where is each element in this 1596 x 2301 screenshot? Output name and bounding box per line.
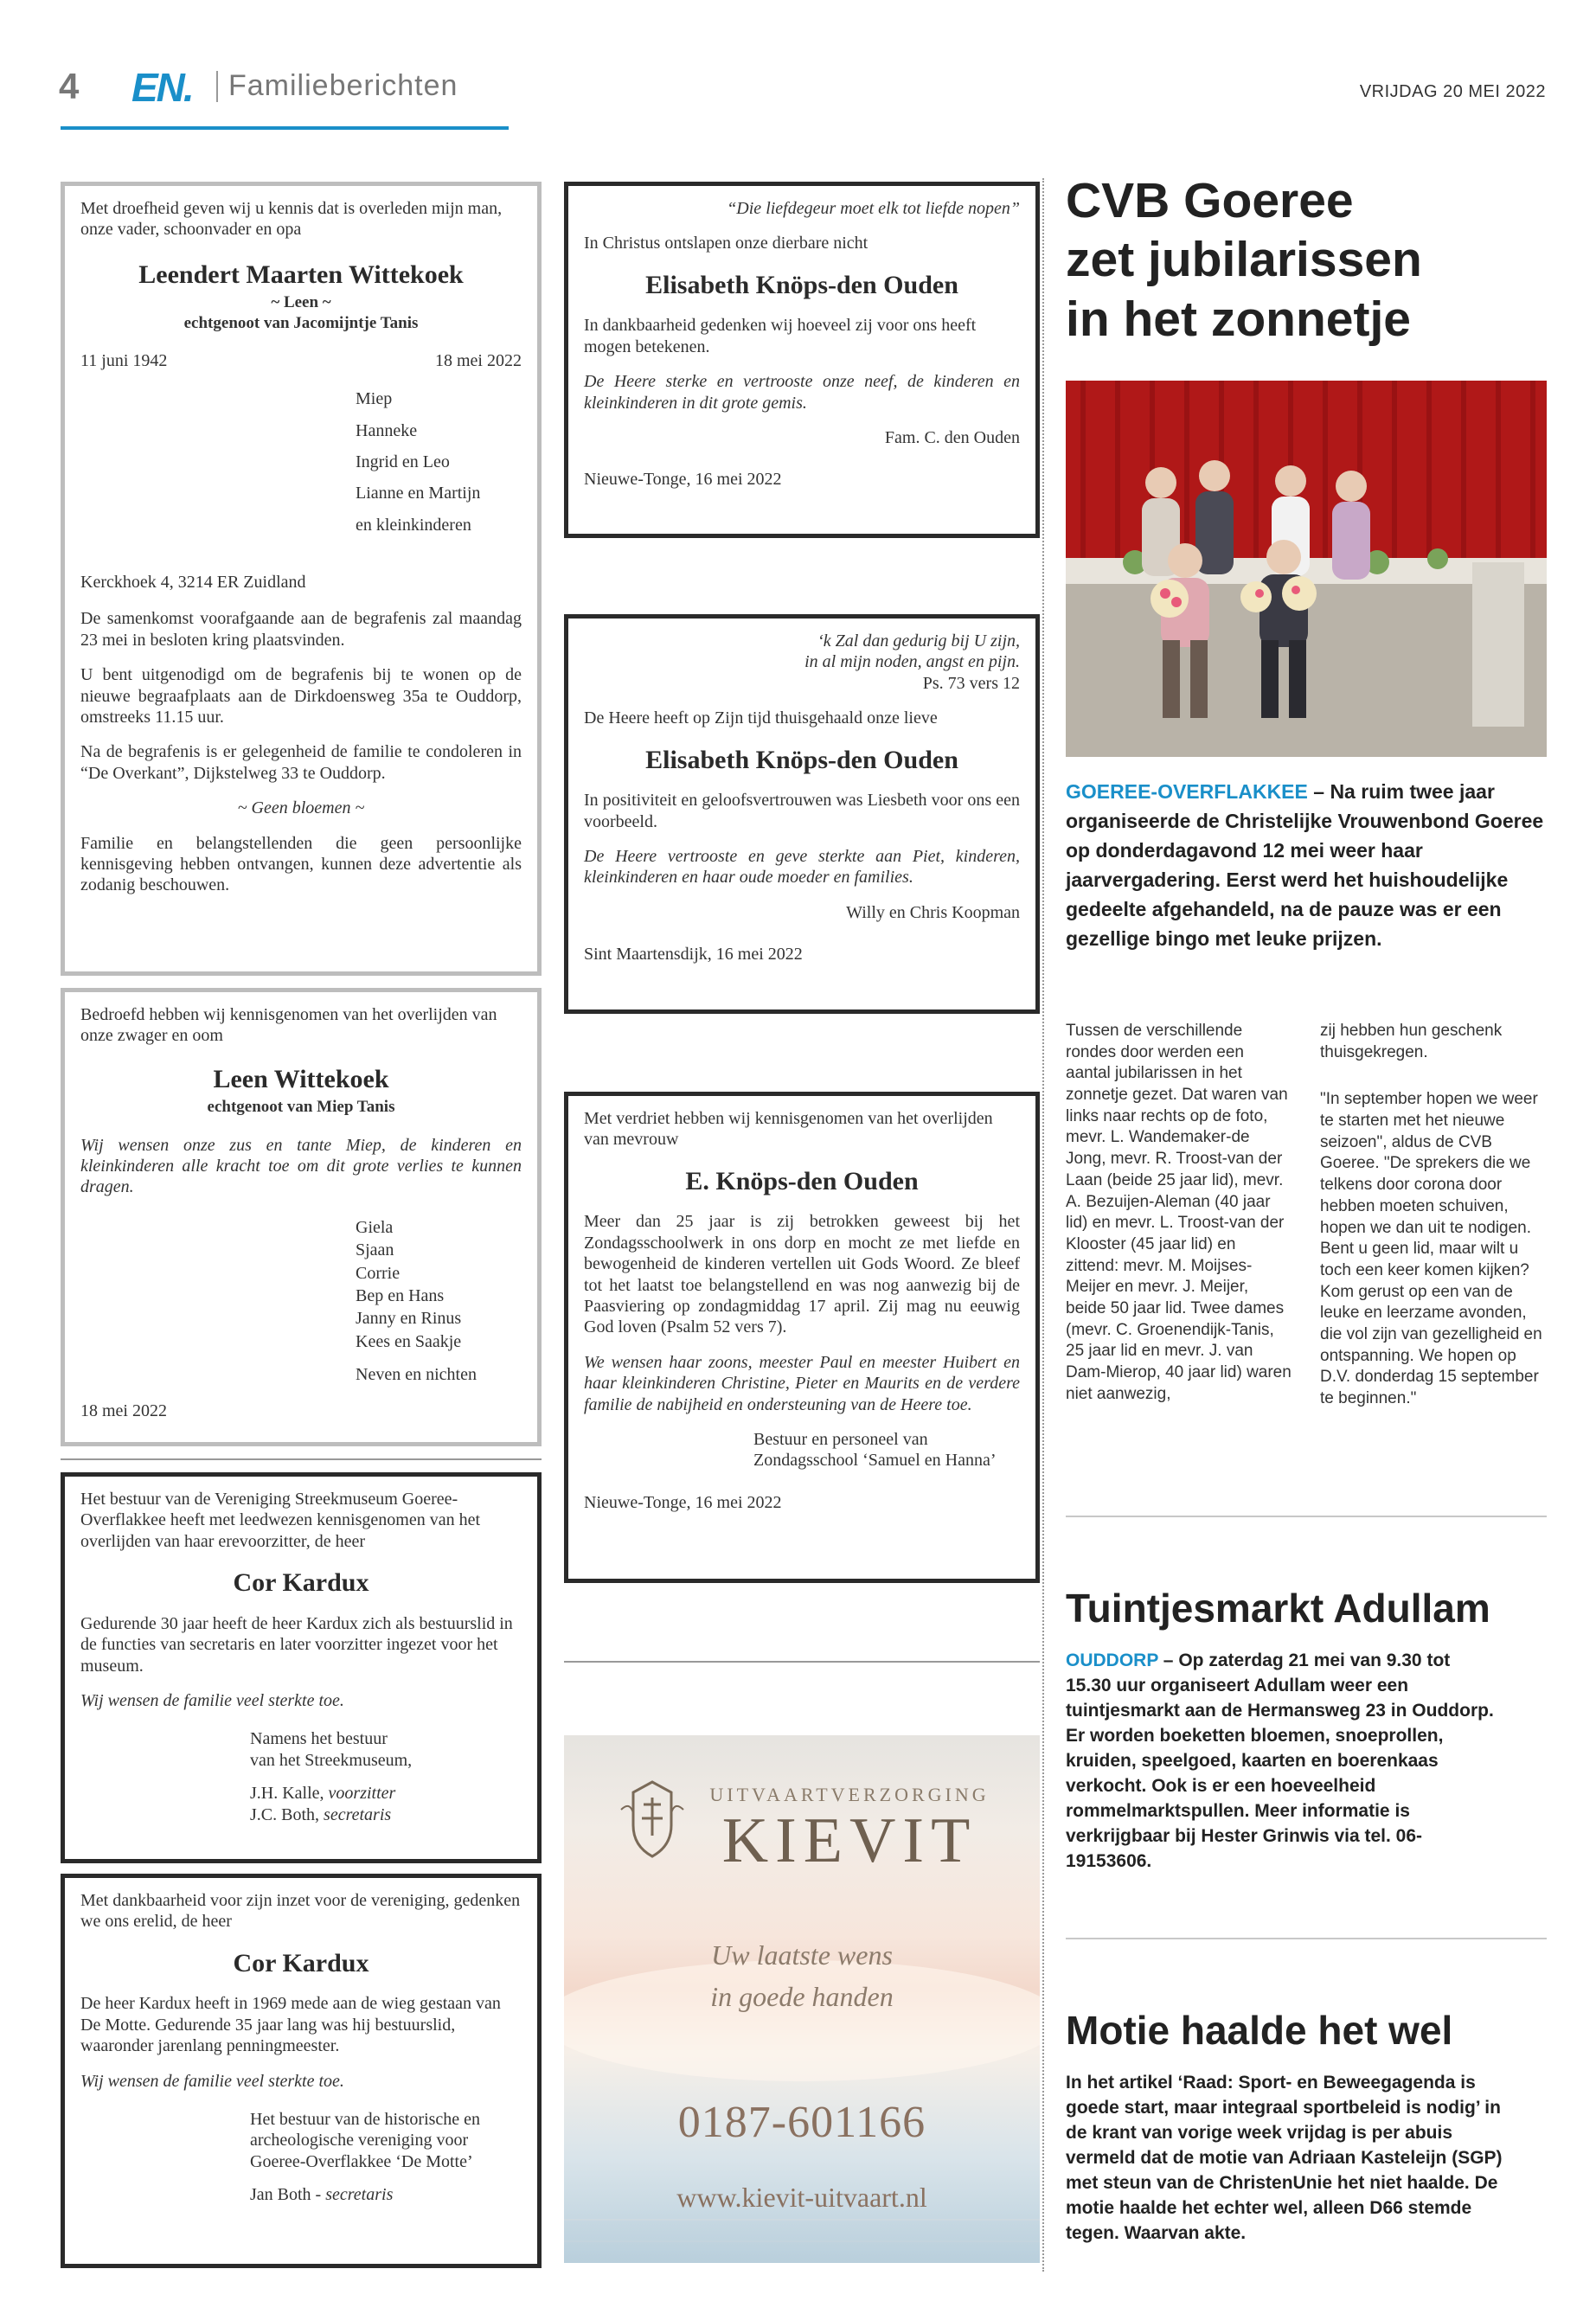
sig-line xyxy=(250,1783,522,1804)
headline-line: in het zonnetje xyxy=(1066,291,1411,347)
wish: Wij wensen onze zus en tante Miep, de kinderen en kleinkinderen alle kracht toe om dit grote verlies te kunnen dragen. xyxy=(80,1135,522,1197)
family-member: Ingrid en Leo xyxy=(356,452,450,471)
photo-illustration xyxy=(1066,381,1547,757)
sig-line: Namens het bestuur xyxy=(250,1729,388,1749)
family-member: Bep en Hans xyxy=(356,1285,445,1305)
article-body: In het artikel ‘Raad: Sport- en Beweegagenda is goede start, maar integraal sportbeleid is nodig’ in de krant van vorige week vrijdag is per abuis vermeld dat de motie van Adriaan Kasteleijn (SGP) met steun van de ChristenUnie het niet haalde. De motie haalde het echter wel, alleen D66 stemde tegen. Waarvan akte. xyxy=(1066,2073,1503,2243)
body: Meer dan 25 jaar is zij betrokken geweest bij het Zondagsschoolwerk in ons dorp en mocht ze met liefde en bewogenheid de kinderen vertellen uit Gods Woord. Ze bleef tot het laatst toe belangstellend en was nog aanwezig bij de Paasviering op zondagmiddag 17 april. Zij mag nu eeuwig God loven (Psalm 52 vers 7). xyxy=(584,1212,1020,1337)
sig-name: J.H. Kalle, xyxy=(250,1784,324,1804)
logo: EN. xyxy=(131,65,193,110)
notice-intro: In Christus ontslapen onze dierbare nicht xyxy=(584,234,869,253)
issue-date: VRIJDAG 20 MEI 2022 xyxy=(1359,82,1546,101)
family-member: Hanneke xyxy=(356,420,418,440)
family-member: Janny en Rinus xyxy=(356,1309,462,1329)
article-kicker: GOEREE-OVERFLAKKEE xyxy=(1066,780,1308,803)
no-flowers: ~ Geen bloemen ~ xyxy=(237,798,365,818)
notice-knops-neef xyxy=(564,182,1040,538)
quote xyxy=(584,631,1020,694)
headline-line: zet jubilarissen xyxy=(1066,232,1422,288)
sig-line: Zondagsschool ‘Samuel en Hanna’ xyxy=(753,1451,997,1471)
signature xyxy=(80,1728,522,1825)
article-body-col1: Tussen de verschillende rondes door werden een aantal jubilarissen in het zonnetje gezet. Dat waren van links naar rechts op de foto, mevr. L. Wandemaker-de Jong, mevr. R. Troost-van der Laan (beide 25 jaar lid), mevr. A. Bezuijen-Aleman (40 jaar lid) en mevr. L. Troost-van der Klooster (45 jaar lid) en zittend: mevr. M. Moijses-Meijer en mevr. J. Meijer, beide 50 jaar lid. Twee dames (mevr. C. Groenendijk-Tanis, 25 jaar lid en mevr. J. van Dam-Mierop, 40 jaar lid) waren niet aanwezig, xyxy=(1066,1022,1292,1403)
spouse: echtgenoot van Miep Tanis xyxy=(207,1098,395,1117)
notice-intro: Het bestuur van de Vereniging Streekmuseum Goeree-Overflakkee heeft met leedwezen kennisgenomen van het overlijden van haar erevoorzitter, de heer xyxy=(80,1490,481,1551)
quote-line: in al mijn noden, angst en pijn. xyxy=(804,652,1020,672)
deceased-name: Elisabeth Knöps-den Ouden xyxy=(645,270,958,299)
deceased-name: Leen Wittekoek xyxy=(213,1064,389,1093)
family-member: Kees en Saakje xyxy=(356,1331,462,1351)
signature xyxy=(80,2109,522,2206)
nickname: ~ Leen ~ xyxy=(271,293,331,312)
sig-name: J.C. Both, xyxy=(250,1804,320,1824)
wish: Wij wensen de familie veel sterkte toe. xyxy=(80,2071,344,2091)
divider xyxy=(1066,1938,1547,1939)
ad-company-name: KIEVIT xyxy=(721,1805,977,1876)
body-paragraph: "In september hopen we weer te starten met het nieuwe seizoen", aldus de CVB Goeree. "De sprekers die we telkens door corona door hebben moeten schuiven, hopen we dan uit te nodigen. Bent u geen lid, maar wilt u toch een keer komen kijken? Kom gerust op een van de leuke en leerzame avonden, die vol zijn van gezelligheid en ontspanning. We hopen op D.V. donderdag 15 september te beginnen." xyxy=(1320,1090,1542,1407)
paragraph: De samenkomst voorafgaande aan de begrafenis zal maandag 23 mei in besloten kring plaatsvinden. xyxy=(80,609,522,650)
address: Kerckhoek 4, 3214 ER Zuidland xyxy=(80,573,306,593)
page-number: 4 xyxy=(59,66,80,106)
notice-intro: Met verdriet hebben wij kennisgenomen van het overlijden van mevrouw xyxy=(584,1109,993,1150)
body: De heer Kardux heeft in 1969 mede aan de wieg gestaan van De Motte. Gedurende 35 jaar lang was hij bestuurslid, waaronder jarenlang penningmeester. xyxy=(80,1994,501,2056)
article-kicker: OUDDORP xyxy=(1066,1650,1158,1670)
body: Gedurende 30 jaar heeft de heer Kardux zich als bestuurslid in de functies van secretaris en later voorzitter ingezet voor het museum. xyxy=(80,1613,513,1676)
ad-company-top: UITVAARTVERZORGING xyxy=(709,1784,990,1805)
body: In positiviteit en geloofsvertrouwen was Liesbeth voor ons een voorbeeld. xyxy=(584,791,1020,831)
paragraph: U bent uitgenodigd om de begrafenis bij te wonen op de nieuwe begraafplaats aan de Dirkdoensweg 35a te Ouddorp, omstreeks 11.15 uur. xyxy=(80,665,522,727)
place-date: Nieuwe-Tonge, 16 mei 2022 xyxy=(584,470,782,490)
header-divider xyxy=(216,71,218,102)
nephews xyxy=(80,1364,522,1385)
sig-line: Het bestuur van de historische en xyxy=(250,2109,481,2129)
sig-line: van het Streekmuseum, xyxy=(250,1750,413,1770)
family-list xyxy=(80,1217,522,1352)
article-body-col2 xyxy=(1320,1021,1547,1410)
ad-url[interactable]: www.kievit-uitvaart.nl xyxy=(676,2182,927,2213)
signature: Willy en Chris Koopman xyxy=(846,902,1020,922)
article-headline: Motie haalde het wel xyxy=(1066,2008,1453,2053)
ad-slogan: Uw laatste wens xyxy=(711,1939,893,1971)
article-headline: Tuintjesmarkt Adullam xyxy=(1066,1586,1490,1631)
wish: We wensen haar zoons, meester Paul en meester Huibert en haar kleinkinderen Christine, Pieter en Maurits en de verdere familie de nabijheid en ondersteuning van de Heere toe. xyxy=(584,1352,1020,1414)
ad-slogan: in goede handen xyxy=(710,1981,894,2012)
sig-name: Jan Both - xyxy=(250,2185,322,2205)
nephews-label: Neven en nichten xyxy=(356,1365,477,1385)
quote: “Die liefdegeur moet elk tot liefde nopen” xyxy=(727,199,1020,218)
deceased-name: E. Knöps-den Ouden xyxy=(685,1166,919,1195)
death-date: 18 mei 2022 xyxy=(435,350,522,370)
deceased-name: Elisabeth Knöps-den Ouden xyxy=(645,745,958,774)
divider xyxy=(61,1458,542,1460)
notice-intro: Met dankbaarheid voor zijn inzet voor de vereniging, gedenken we ons erelid, de heer xyxy=(80,1891,521,1932)
notice-kardux-motte xyxy=(61,1874,542,2268)
body-text: – Op zaterdag 21 mei van 9.30 tot 15.30 uur organiseert Adullam weer een tuintjesmarkt aan de Hermansweg 23 in Ouddorp. Er worden boeketten bloemen, snoeprollen, kruiden, speelgoed, kaarten en boerenkaas verkocht. Ook is er een hoeveelheid rommelmarktspullen. Meer informatie is verkrijgbaar bij Hester Grinwis via tel. 06-19153606. xyxy=(1066,1650,1494,1871)
place-date: Sint Maartensdijk, 16 mei 2022 xyxy=(584,945,803,965)
article-lead xyxy=(1066,777,1547,953)
notice-date: 18 mei 2022 xyxy=(80,1401,167,1421)
quote-line: Ps. 73 vers 12 xyxy=(922,673,1020,693)
notice-intro: De Heere heeft op Zijn tijd thuisgehaald onze lieve xyxy=(584,708,938,728)
family-member: en kleinkinderen xyxy=(356,515,471,535)
family-list xyxy=(80,388,522,535)
notice-intro: Bedroefd hebben wij kennisgenomen van het overlijden van onze zwager en oom xyxy=(80,1005,497,1046)
notice-knops-zondagsschool xyxy=(564,1092,1040,1583)
notice-wittekoek-inlaws xyxy=(61,988,542,1446)
paragraph: Na de begrafenis is er gelegenheid de familie te condoleren in “De Overkant”, Dijkstelweg 33 te Ouddorp. xyxy=(80,742,522,783)
family-member: Corrie xyxy=(356,1263,401,1283)
place-date: Nieuwe-Tonge, 16 mei 2022 xyxy=(584,1492,782,1512)
signature: Fam. C. den Ouden xyxy=(884,427,1020,447)
sig-line: archeologische vereniging voor xyxy=(250,2131,469,2150)
notice-wittekoek-family xyxy=(61,182,542,976)
ad-phone[interactable]: 0187-601166 xyxy=(677,2098,926,2147)
sig-role: voorzitter xyxy=(328,1784,396,1804)
sig-role: secretaris xyxy=(325,2185,394,2205)
family-member: Sjaan xyxy=(356,1240,394,1260)
sig-line: Goeree-Overflakkee ‘De Motte’ xyxy=(250,2151,473,2171)
header-rule xyxy=(61,126,509,130)
wish: Wij wensen de familie veel sterkte toe. xyxy=(80,1690,344,1710)
notice-intro: Met droefheid geven wij u kennis dat is overleden mijn man, onze vader, schoonvader en opa xyxy=(80,199,503,240)
notice-kardux-museum xyxy=(61,1472,542,1863)
body: In dankbaarheid gedenken wij hoeveel zij voor ons heeft mogen betekenen. xyxy=(584,316,977,356)
life-dates xyxy=(80,350,522,371)
wish: De Heere sterke en vertrooste onze neef, de kinderen en kleinkinderen in dit grote gemis. xyxy=(584,372,1020,413)
sig-line xyxy=(250,1804,522,1825)
quote-line: ‘k Zal dan gedurig bij U zijn, xyxy=(817,631,1020,651)
birth-date: 11 juni 1942 xyxy=(80,350,168,370)
sig-line xyxy=(250,2184,522,2205)
wish: De Heere vertrooste en geve sterkte aan Piet, kinderen, kleinkinderen en haar oude moeder en families. xyxy=(584,846,1020,888)
signature xyxy=(584,1429,1020,1471)
body-paragraph: zij hebben hun geschenk thuisgekregen. xyxy=(1320,1022,1503,1061)
kievit-advertisement[interactable] xyxy=(564,1735,1040,2263)
sig-line: Bestuur en personeel van xyxy=(753,1429,928,1449)
lead-text: – Na ruim twee jaar organiseerde de Christelijke Vrouwenbond Goeree op donderdagavond 12 mei weer haar jaarvergadering. Eerst werd het huishoudelijke gedeelte afgehandeld, na de pauze was er een gezellige bingo met leuke prijzen. xyxy=(1066,780,1544,951)
family-member: Lianne en Martijn xyxy=(356,484,481,503)
article-body xyxy=(1066,1649,1498,1875)
notice-knops-koopman xyxy=(564,614,1040,1014)
deceased-name: Cor Kardux xyxy=(233,1948,369,1977)
divider xyxy=(564,1661,1040,1663)
paragraph: Familie en belangstellenden die geen persoonlijke kennisgeving hebben ontvangen, kunnen deze advertentie als zodanig beschouwen. xyxy=(80,833,522,895)
deceased-name: Leendert Maarten Wittekoek xyxy=(138,260,464,289)
divider xyxy=(1066,1516,1547,1517)
sig-role: secretaris xyxy=(324,1804,392,1824)
family-member: Giela xyxy=(356,1217,394,1237)
family-member: Miep xyxy=(356,389,393,409)
jubilarissen-photo xyxy=(1066,381,1547,757)
deceased-name: Cor Kardux xyxy=(233,1568,369,1598)
headline-line: CVB Goeree xyxy=(1066,173,1354,228)
column-divider xyxy=(1042,178,1044,2272)
crest-icon xyxy=(618,1775,687,1862)
section-title: Familieberichten xyxy=(228,69,458,102)
spouse: echtgenoot van Jacomijntje Tanis xyxy=(183,313,419,332)
article-headline xyxy=(1066,171,1422,349)
